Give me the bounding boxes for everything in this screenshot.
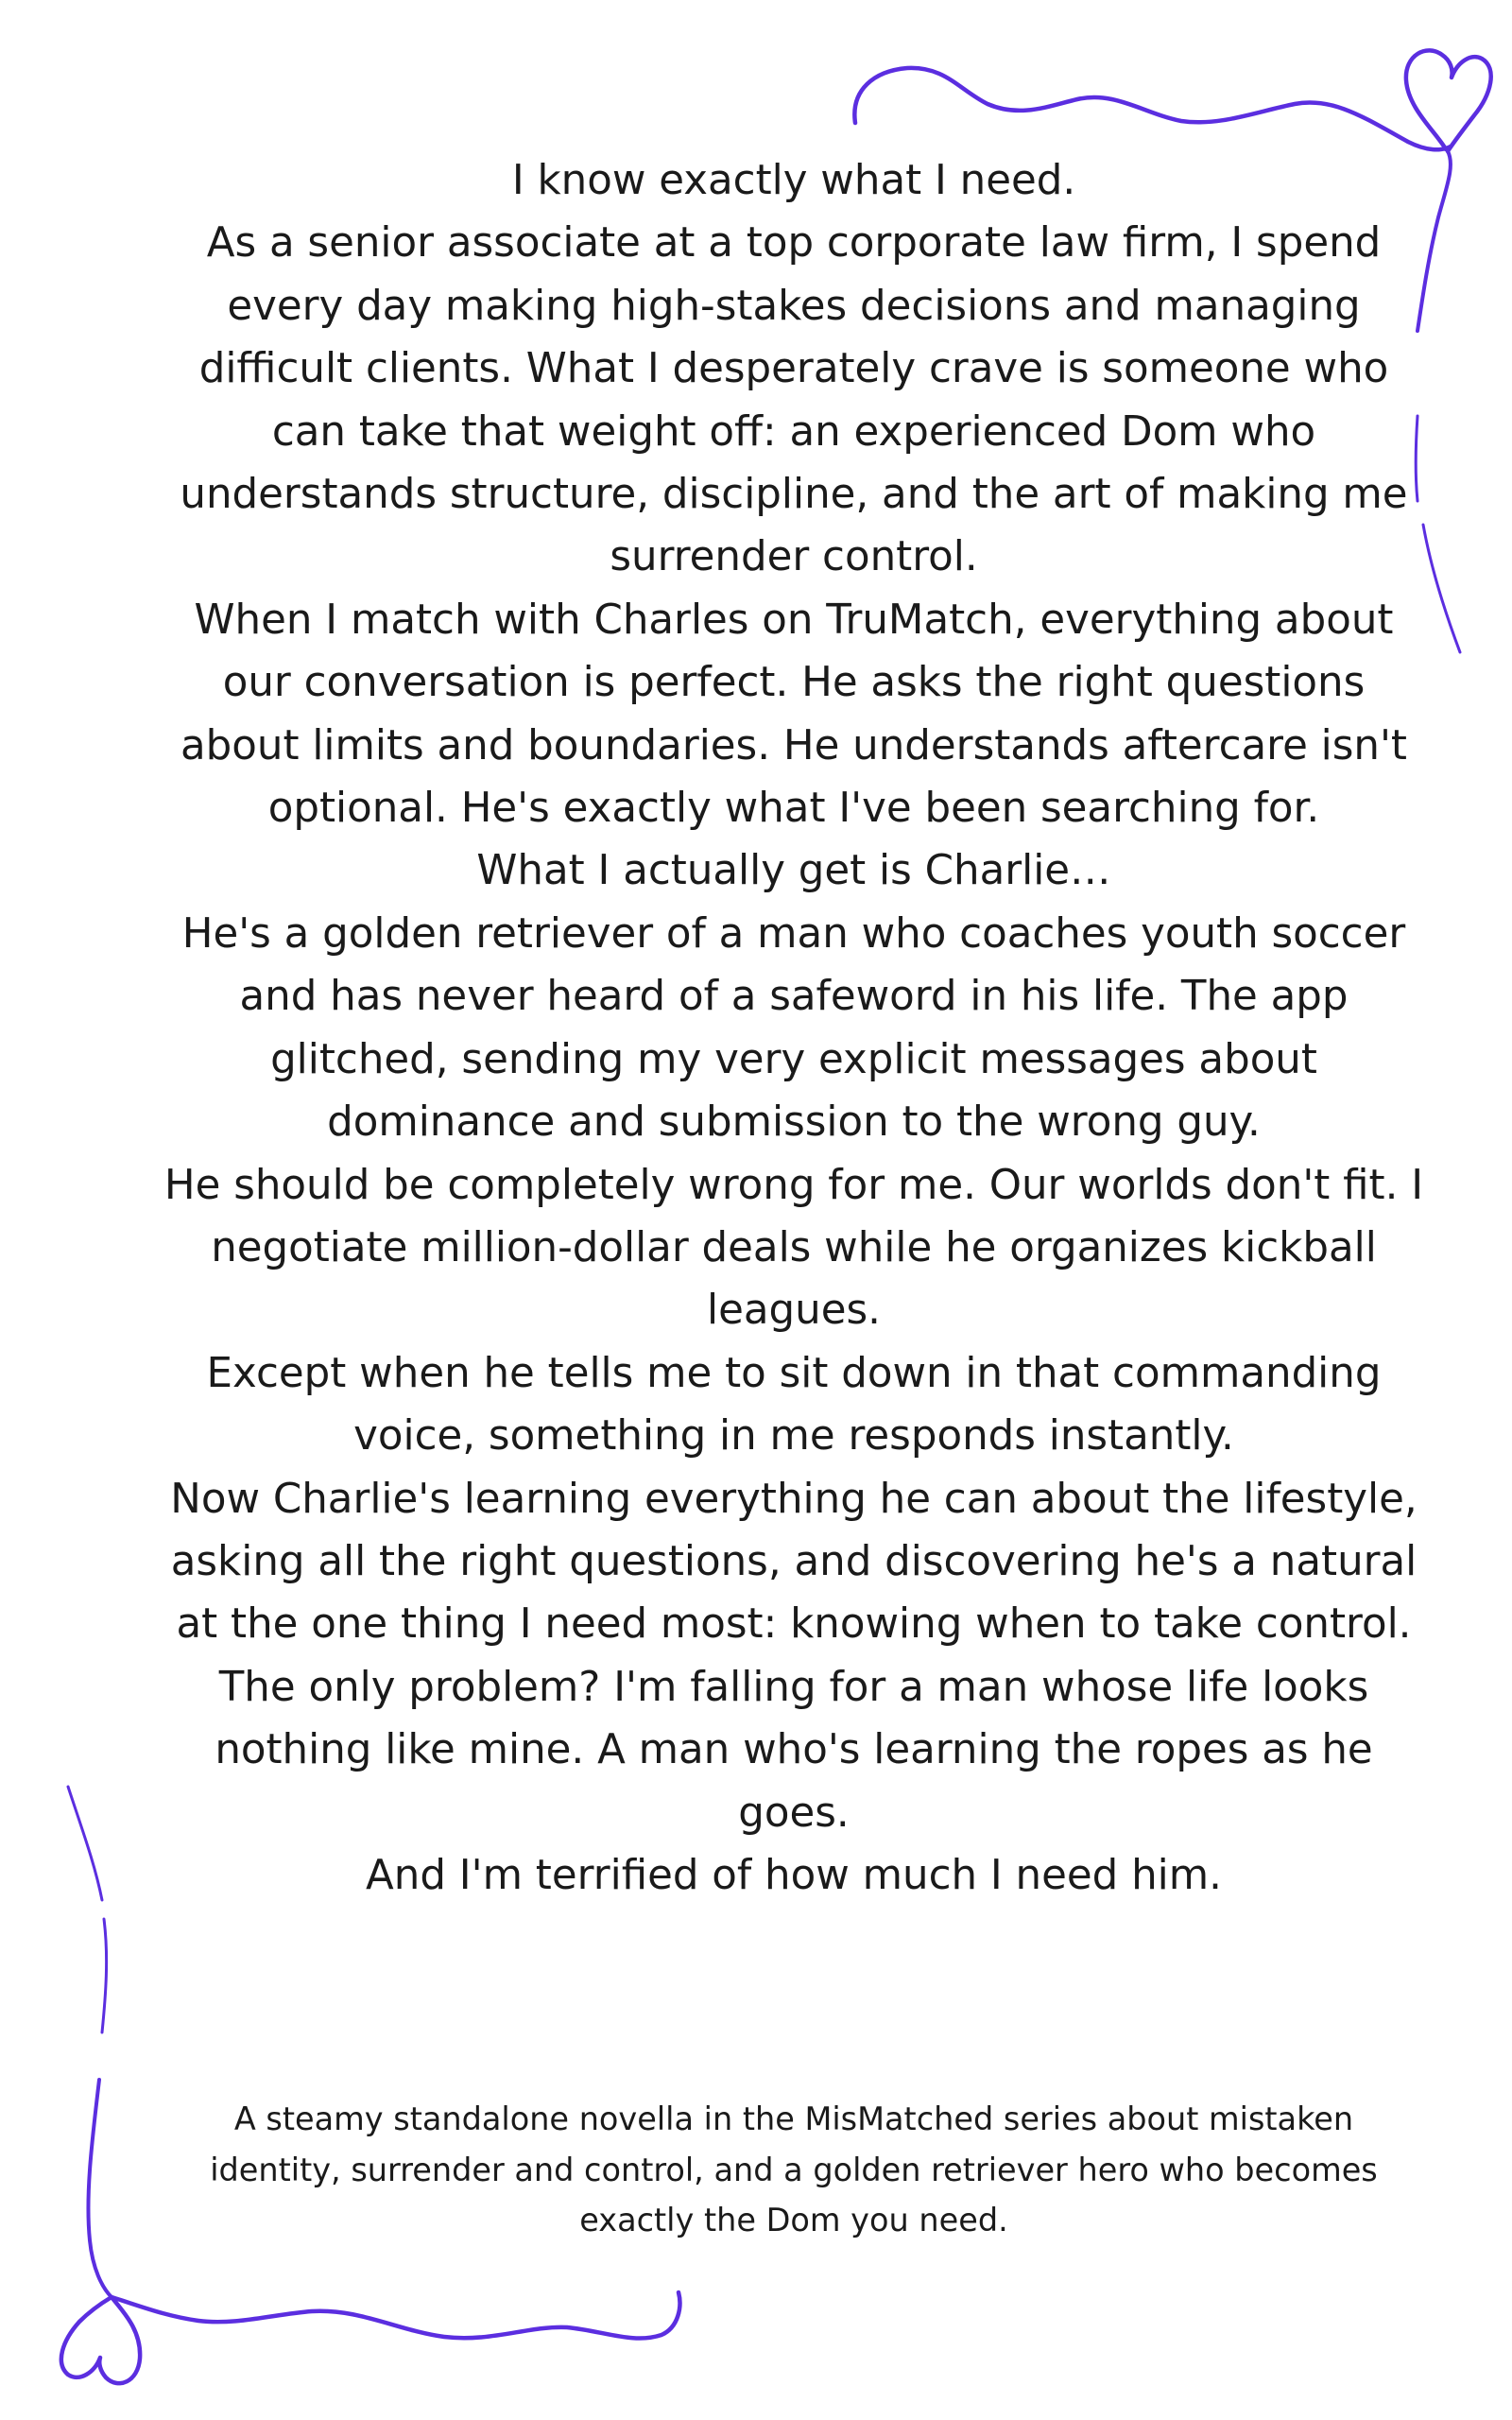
blurb-paragraph: Now Charlie's learning everything he can about the lifestyle, asking all the right questions, and discovering he's a natural at the one thing I need most: knowing when to take control.	[170, 1475, 1418, 1649]
series-tagline	[170, 2094, 1418, 2246]
blurb-paragraph: And I'm terrified of how much I need him.	[366, 1851, 1222, 1899]
blurb-paragraph: As a senior associate at a top corporate law firm, I spend every day making high-stakes decisions and managing difficult clients. What I desperately crave is someone who can take that weight off: an experienced Dom who understands structure, discipline, and the art of making me surrender control.	[180, 219, 1408, 581]
tagline-text: A steamy standalone novella in the MisMatched series about mistaken identity, surrender and control, and a golden retriever hero who becomes exactly the Dom you need.	[210, 2100, 1378, 2238]
blurb-paragraph: Except when he tells me to sit down in that commanding voice, something in me responds instantly.	[206, 1349, 1382, 1461]
blurb-paragraph: He's a golden retriever of a man who coaches youth soccer and has never heard of a safeword in his life. The app glitched, sending my very explicit messages about dominance and submission to the wrong guy.	[181, 909, 1406, 1147]
blurb-paragraph: What I actually get is Charlie…	[476, 847, 1111, 895]
blurb-paragraph: He should be completely wrong for me. Our worlds don't fit. I negotiate million-dollar deals while he organizes kickball leagues.	[163, 1161, 1424, 1335]
blurb-paragraph: When I match with Charles on TruMatch, everything about our conversation is perfect. He asks the right questions about limits and boundaries. He understands aftercare isn't optional. He's exactly what I've been searching for.	[180, 596, 1407, 833]
book-description	[161, 149, 1427, 1907]
blurb-paragraph: The only problem? I'm falling for a man whose life looks nothing like mine. A man who's learning the ropes as he goes.	[215, 1663, 1373, 1837]
blurb-paragraph: I know exactly what I need.	[511, 157, 1076, 204]
